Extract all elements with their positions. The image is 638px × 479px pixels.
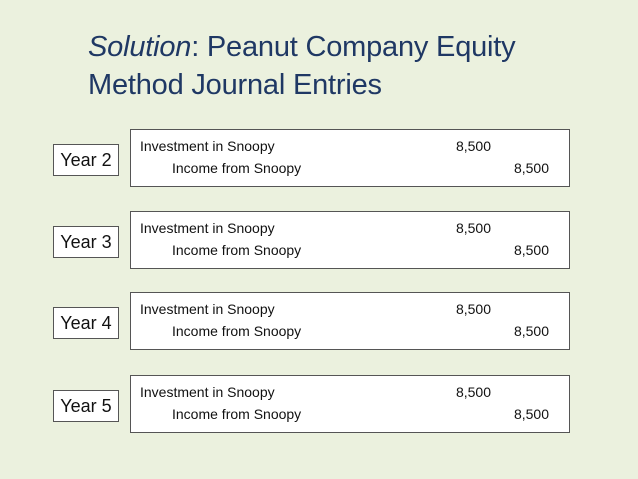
journal-entry-year-2 xyxy=(0,129,638,187)
journal-entry-box xyxy=(130,292,570,350)
debit-account: Investment in Snoopy xyxy=(140,384,275,400)
journal-entry-year-3 xyxy=(0,211,638,269)
credit-account: Income from Snoopy xyxy=(172,406,302,422)
credit-line xyxy=(131,240,569,260)
year-label: Year 2 xyxy=(53,144,119,176)
debit-amount: 8,500 xyxy=(455,301,491,317)
year-label: Year 3 xyxy=(53,226,119,258)
credit-account: Income from Snoopy xyxy=(172,323,302,339)
journal-entry-year-5 xyxy=(0,375,638,433)
slide-title xyxy=(88,28,608,104)
debit-account: Investment in Snoopy xyxy=(140,220,275,236)
credit-amount: 8,500 xyxy=(513,406,549,422)
credit-amount: 8,500 xyxy=(513,160,549,176)
journal-entry-year-4 xyxy=(0,292,638,350)
title-line-2: Method Journal Entries xyxy=(88,69,382,101)
journal-entry-box xyxy=(130,129,570,187)
credit-amount: 8,500 xyxy=(513,323,549,339)
credit-account: Income from Snoopy xyxy=(172,160,302,176)
debit-line xyxy=(131,218,569,238)
debit-account: Investment in Snoopy xyxy=(140,138,275,154)
title-line-1-rest: : Peanut Company Equity xyxy=(191,31,516,63)
title-italic-solution: Solution xyxy=(88,31,192,63)
journal-entry-box xyxy=(130,375,570,433)
credit-line xyxy=(131,321,569,341)
debit-line xyxy=(131,382,569,402)
credit-amount: 8,500 xyxy=(513,242,549,258)
credit-account: Income from Snoopy xyxy=(172,242,302,258)
debit-amount: 8,500 xyxy=(455,384,491,400)
debit-line xyxy=(131,299,569,319)
year-label: Year 5 xyxy=(53,390,119,422)
credit-line xyxy=(131,158,569,178)
debit-line xyxy=(131,136,569,156)
debit-account: Investment in Snoopy xyxy=(140,301,275,317)
title-line-1 xyxy=(88,28,608,66)
year-label: Year 4 xyxy=(53,307,119,339)
journal-entry-box xyxy=(130,211,570,269)
credit-line xyxy=(131,404,569,424)
debit-amount: 8,500 xyxy=(455,220,491,236)
debit-amount: 8,500 xyxy=(455,138,491,154)
